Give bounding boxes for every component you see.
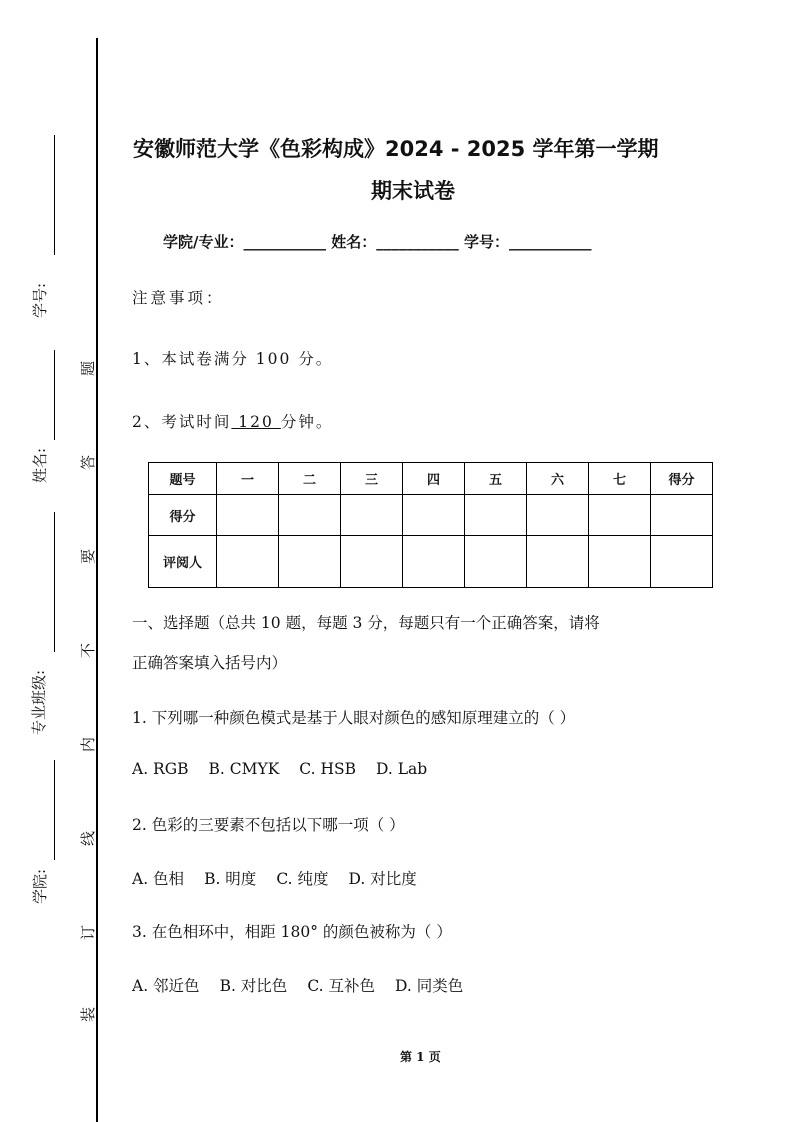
reviewer-cell[interactable] (341, 536, 403, 588)
question-3: 3. 在色相环中，相距 180° 的颜色被称为（ ） (132, 923, 452, 941)
reviewer-cell[interactable] (589, 536, 651, 588)
table-header: 四 (403, 463, 465, 495)
note-item (132, 410, 333, 432)
option-a[interactable]: A. 邻近色 (132, 977, 200, 995)
fill-line (54, 350, 55, 440)
margin-warning-char: 装 (79, 1006, 98, 1023)
margin-major-class-label: 专业班级: (30, 669, 49, 736)
question-1: 1. 下列哪一种颜色模式是基于人眼对颜色的感知原理建立的（ ） (132, 709, 576, 727)
notes-heading: 注意事项： (132, 289, 225, 307)
fill-line (54, 135, 55, 255)
score-cell[interactable] (527, 495, 589, 536)
table-header: 六 (527, 463, 589, 495)
option-b[interactable]: B. CMYK (208, 760, 280, 778)
table-header: 得分 (651, 463, 713, 495)
table-header: 二 (279, 463, 341, 495)
reviewer-cell[interactable] (279, 536, 341, 588)
margin-warning-char: 题 (79, 360, 98, 377)
name-label: 姓名： (331, 233, 377, 251)
fill-line (54, 760, 55, 860)
reviewer-cell[interactable] (651, 536, 713, 588)
college-major-blank[interactable]: ___________ (243, 233, 326, 251)
margin-college-label: 学院: (31, 868, 50, 905)
note-item: 1、本试卷满分 100 分。 (132, 350, 334, 368)
margin-name-label: 姓名: (31, 447, 50, 484)
score-cell[interactable] (341, 495, 403, 536)
reviewer-cell[interactable] (527, 536, 589, 588)
option-c[interactable]: C. HSB (299, 760, 356, 778)
option-d[interactable]: D. 同类色 (394, 977, 464, 995)
option-c[interactable]: C. 纯度 (276, 870, 329, 888)
score-cell[interactable] (217, 495, 279, 536)
score-cell[interactable] (465, 495, 527, 536)
margin-warning-char: 线 (79, 830, 98, 847)
student-id-blank[interactable]: ___________ (508, 233, 592, 251)
score-cell[interactable] (279, 495, 341, 536)
table-header: 三 (341, 463, 403, 495)
row-label: 评阅人 (149, 536, 217, 588)
table-header: 一 (217, 463, 279, 495)
question-3-options (132, 974, 463, 996)
table-header: 题号 (149, 463, 217, 495)
score-table (148, 462, 713, 588)
option-d[interactable]: D. Lab (375, 760, 428, 778)
margin-warning-char: 答 (79, 454, 98, 471)
table-header: 五 (465, 463, 527, 495)
student-info-row (163, 231, 591, 252)
option-d[interactable]: D. 对比度 (348, 870, 417, 888)
option-a[interactable]: A. 色相 (132, 870, 185, 888)
option-b[interactable]: B. 对比色 (219, 977, 288, 995)
table-row (149, 536, 713, 588)
name-blank[interactable]: ___________ (376, 233, 459, 251)
score-cell[interactable] (589, 495, 651, 536)
option-b[interactable]: B. 明度 (204, 870, 257, 888)
option-c[interactable]: C. 互补色 (307, 977, 375, 995)
score-cell[interactable] (651, 495, 713, 536)
reviewer-cell[interactable] (217, 536, 279, 588)
section-heading: 正确答案填入括号内） (132, 654, 288, 672)
question-2: 2. 色彩的三要素不包括以下哪一项（ ） (132, 816, 405, 834)
row-label: 得分 (149, 495, 217, 536)
note-text: 分钟。 (280, 413, 334, 431)
question-2-options (132, 867, 417, 889)
note-text: 2、考试时间 (132, 413, 232, 431)
section-heading: 一、选择题（总共 10 题，每题 3 分，每题只有一个正确答案，请将 (132, 614, 600, 632)
student-id-label: 学号： (463, 233, 509, 251)
exam-title: 安徽师范大学《色彩构成》2024 - 2025 学年第一学期 (133, 137, 659, 161)
binding-line (96, 38, 98, 1122)
margin-warning-char: 订 (79, 924, 98, 941)
exam-duration: 120 (231, 413, 281, 431)
page-number: 第 1 页 (400, 1050, 441, 1064)
college-major-label: 学院/专业： (163, 233, 244, 251)
fill-line (54, 512, 55, 652)
margin-warning-char: 不 (79, 642, 98, 659)
margin-student-id-label: 学号: (31, 282, 50, 319)
option-a[interactable]: A. RGB (132, 760, 189, 778)
margin-warning-char: 内 (79, 736, 98, 753)
reviewer-cell[interactable] (465, 536, 527, 588)
margin-warning-char: 要 (79, 548, 98, 565)
table-row (149, 495, 713, 536)
question-1-options (132, 760, 427, 778)
table-header: 七 (589, 463, 651, 495)
reviewer-cell[interactable] (403, 536, 465, 588)
score-cell[interactable] (403, 495, 465, 536)
exam-subtitle: 期末试卷 (371, 179, 455, 203)
